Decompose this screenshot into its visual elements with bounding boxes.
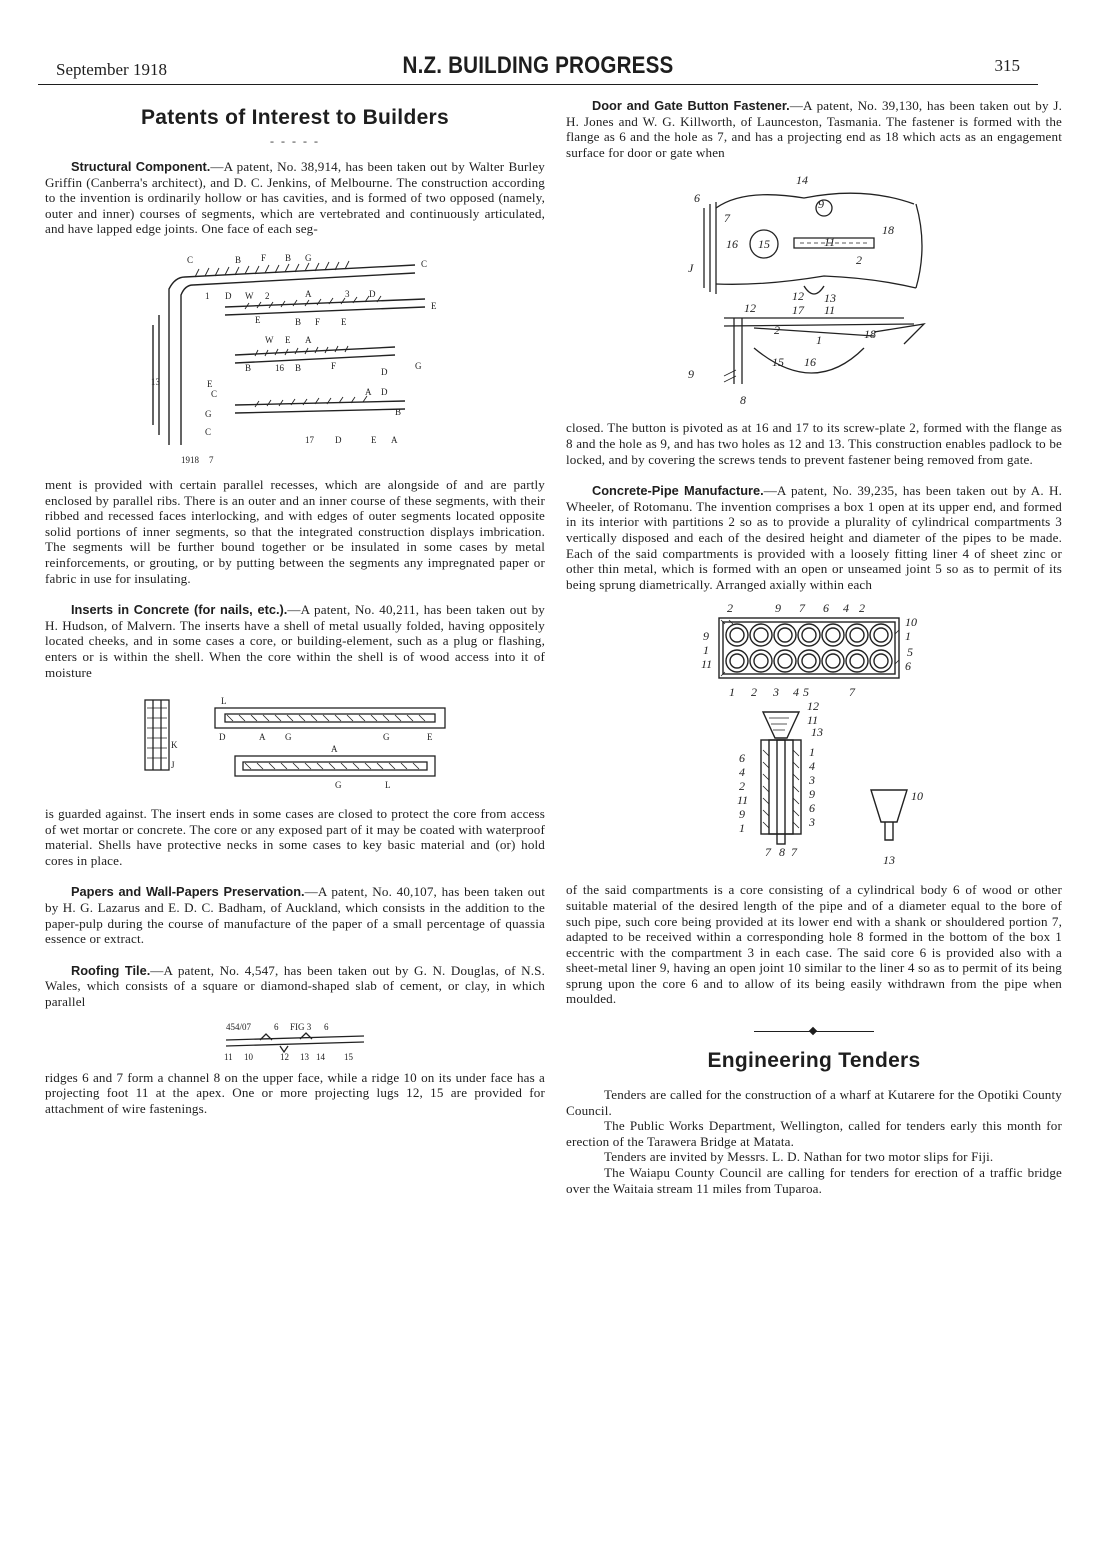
- svg-text:L: L: [385, 780, 391, 791]
- svg-text:C: C: [187, 254, 194, 265]
- svg-text:7: 7: [799, 601, 805, 616]
- svg-text:K: K: [171, 740, 178, 751]
- svg-text:F: F: [331, 360, 337, 371]
- svg-text:11: 11: [824, 235, 836, 250]
- svg-text:13: 13: [300, 1051, 309, 1062]
- svg-text:1: 1: [729, 685, 735, 700]
- svg-text:4: 4: [809, 759, 815, 774]
- svg-text:7: 7: [765, 845, 771, 860]
- svg-text:J: J: [688, 261, 694, 276]
- svg-text:2: 2: [774, 323, 780, 338]
- svg-text:9: 9: [775, 601, 781, 616]
- svg-text:2: 2: [265, 290, 270, 301]
- svg-text:7: 7: [849, 685, 855, 700]
- svg-text:1: 1: [816, 333, 822, 348]
- publication-title: N.Z. BUILDING PROGRESS: [402, 52, 674, 79]
- svg-text:12: 12: [280, 1051, 289, 1062]
- svg-text:D: D: [219, 732, 226, 743]
- svg-text:G: G: [335, 780, 342, 791]
- inserts-diagram: [135, 688, 455, 798]
- svg-text:6: 6: [739, 751, 745, 766]
- svg-text:11: 11: [807, 713, 819, 728]
- svg-text:15: 15: [344, 1051, 353, 1062]
- svg-text:6: 6: [809, 801, 815, 816]
- svg-text:14: 14: [316, 1051, 325, 1062]
- svg-text:C: C: [205, 426, 212, 437]
- article-text-continued: closed. The button is pivoted as at 16 and 17 to its screw-plate 2, formed with the flange as 8 and the hole as 9, and has two holes as 12 and 13. This construction enables padlock to be locked, and by covering the screws tends to prevent fastener being removed from gate.: [566, 420, 1062, 467]
- svg-text:18: 18: [882, 223, 894, 238]
- svg-text:A: A: [391, 434, 398, 445]
- article-door-fastener: [566, 98, 1062, 467]
- svg-text:16: 16: [275, 362, 284, 373]
- article-heading: Concrete-Pipe Manufacture.: [592, 483, 764, 499]
- svg-text:A: A: [259, 732, 266, 743]
- svg-text:9: 9: [688, 367, 694, 382]
- svg-text:7: 7: [724, 211, 730, 226]
- tender-item: The Public Works Department, Wellington, called for tenders early this month for erection of the Tarawera Bridge at Matata.: [566, 1118, 1062, 1149]
- svg-text:1: 1: [809, 745, 815, 760]
- svg-text:A: A: [331, 744, 338, 755]
- svg-text:6: 6: [324, 1021, 329, 1032]
- svg-text:B: B: [285, 252, 292, 263]
- svg-text:E: E: [431, 300, 437, 311]
- svg-text:15: 15: [772, 355, 784, 370]
- svg-text:B: B: [235, 254, 242, 265]
- article-text: —A patent, No. 38,914, has been taken out by Walter Burley Griffin (Canberra's architect), and D. C. Jenkins, of Melbourne. The construction according to the invention is ordinarily hollow or has cavities, and is formed of two opposed (namely, outer and inner) courses of segments, which are vertebrated and continuously articulated, and have lapped edge joints. One face of each seg-: [45, 159, 545, 237]
- tender-item: The Waiapu County Council are calling for tenders for erection of a traffic bridge over the Waitaia stream 11 miles from Tuparoa.: [566, 1165, 1062, 1196]
- section-title-tenders: Engineering Tenders: [707, 1049, 921, 1073]
- right-column: [566, 98, 1062, 1196]
- article-text: —A patent, No. 39,130, has been taken out by J. H. Jones and W. G. Killworth, of Launceston, Tasmania. The fastener is formed with the flange as 6 and the hole as 7, and has a projecting end as 18 which acts as an engagement surface for door or gate when: [566, 98, 1063, 160]
- svg-text:G: G: [383, 732, 390, 743]
- svg-text:16: 16: [726, 237, 738, 252]
- article-inserts: [45, 602, 545, 868]
- svg-text:A: A: [305, 288, 312, 299]
- svg-text:E: E: [207, 378, 213, 389]
- svg-text:7: 7: [209, 454, 214, 465]
- svg-text:L: L: [221, 696, 227, 707]
- tender-item: Tenders are called for the construction of a wharf at Kutarere for the Opotiki County Council.: [566, 1087, 1062, 1118]
- svg-text:2: 2: [859, 601, 865, 616]
- svg-text:3: 3: [345, 288, 350, 299]
- article-roofing-tile: [45, 963, 545, 1117]
- article-concrete-pipe: [566, 483, 1062, 1007]
- svg-text:5: 5: [803, 685, 809, 700]
- svg-text:12: 12: [792, 289, 804, 304]
- svg-text:1918: 1918: [181, 454, 199, 465]
- svg-text:J: J: [171, 760, 175, 771]
- svg-text:2: 2: [751, 685, 757, 700]
- svg-text:9: 9: [818, 197, 824, 212]
- svg-text:E: E: [427, 732, 433, 743]
- svg-text:454/07: 454/07: [226, 1021, 252, 1032]
- svg-text:13: 13: [824, 291, 836, 306]
- svg-text:D: D: [225, 290, 232, 301]
- svg-text:10: 10: [244, 1051, 253, 1062]
- svg-text:11: 11: [224, 1051, 233, 1062]
- svg-text:W: W: [245, 290, 254, 301]
- svg-text:G: G: [415, 360, 422, 371]
- article-text-continued: ridges 6 and 7 form a channel 8 on the upper face, while a ridge 10 on its under face has a projecting foot 11 at the apex. One or more projecting lugs 12, 15 are provided for attachment of wire fastenings.: [45, 1069, 545, 1116]
- svg-text:2: 2: [727, 601, 733, 616]
- svg-text:18: 18: [864, 327, 876, 342]
- svg-text:A: A: [365, 386, 372, 397]
- svg-text:10: 10: [911, 789, 923, 804]
- svg-text:E: E: [285, 334, 291, 345]
- svg-text:15: 15: [758, 237, 770, 252]
- svg-text:17: 17: [305, 434, 314, 445]
- svg-text:1: 1: [739, 821, 745, 836]
- svg-text:C: C: [421, 258, 428, 269]
- door-fastener-diagram: [684, 168, 944, 412]
- svg-text:D: D: [335, 434, 342, 445]
- svg-text:D: D: [381, 386, 388, 397]
- svg-text:14: 14: [796, 173, 808, 188]
- svg-text:10: 10: [905, 615, 917, 630]
- svg-text:5: 5: [907, 645, 913, 660]
- svg-text:9: 9: [739, 807, 745, 822]
- svg-text:16: 16: [804, 355, 816, 370]
- article-heading: Door and Gate Button Fastener.: [592, 98, 790, 113]
- structural-component-diagram: [145, 245, 445, 469]
- svg-text:3: 3: [809, 815, 815, 830]
- svg-text:1: 1: [205, 290, 210, 301]
- svg-text:17: 17: [792, 303, 804, 318]
- page-number: 315: [994, 56, 1020, 75]
- issue-date: September 1918: [56, 60, 167, 79]
- running-header: [38, 50, 1038, 85]
- svg-text:B: B: [295, 362, 302, 373]
- article-text: —A patent, No. 4,547, has been taken out by G. N. Douglas, of N.S. Wales, which consists of a square or diamond-shaped slab of cement, or clay, in which parallel: [45, 962, 546, 1010]
- svg-text:13: 13: [883, 853, 895, 868]
- left-column: [45, 98, 545, 1116]
- article-text-continued: ment is provided with certain parallel recesses, which are alongside of and are partly enclosed by parallel ribs. There is an outer and an inner course of these segments, with their ribbed and recessed faces interlocking, and with edges of outer segments located opposite solid portions of inner segments, so that the integrated construction displays imbrication. The segments will be further bound together or be insulated in some cases by metal reinforcements, or grouting, or by putting between the segments any impregnated paper or fabric in use for insulating.: [45, 476, 545, 586]
- svg-text:13: 13: [811, 725, 823, 740]
- section-divider: [754, 1029, 874, 1035]
- roofing-tile-diagram: [220, 1018, 370, 1062]
- svg-text:8: 8: [779, 845, 785, 860]
- svg-text:2: 2: [739, 779, 745, 794]
- article-text: —A patent, No. 40,211, has been taken out by H. Hudson, of Malvern. The inserts have a shell of metal usually folded, having oppositely located cheeks, and in some cases a core, or building-element, such as a plug or flashing, enters or is within the shell. When the core within the shell is of wood access into it of moisture: [45, 602, 545, 680]
- article-text-continued: is guarded against. The insert ends in some cases are closed to protect the core from access of wet mortar or concrete. The core or any exposed part of it may be coated with waterproof material. Shells have protective necks in some cases to key basic material and (or) hold cores in place.: [45, 806, 545, 868]
- svg-text:9: 9: [703, 629, 709, 644]
- article-heading: Structural Component.: [71, 159, 211, 174]
- svg-text:G: G: [305, 252, 312, 263]
- svg-text:6: 6: [694, 191, 700, 206]
- article-structural-component: [45, 159, 545, 586]
- svg-text:G: G: [285, 732, 292, 743]
- article-heading: Papers and Wall-Papers Preservation.: [71, 884, 305, 900]
- svg-text:G: G: [205, 408, 212, 419]
- svg-text:9: 9: [809, 787, 815, 802]
- svg-text:4: 4: [739, 765, 745, 780]
- svg-text:13: 13: [151, 376, 160, 387]
- svg-text:6: 6: [905, 659, 911, 674]
- svg-text:3: 3: [809, 773, 815, 788]
- svg-text:12: 12: [807, 699, 819, 714]
- article-papers: [45, 884, 545, 946]
- svg-text:4: 4: [843, 601, 849, 616]
- svg-text:F: F: [315, 316, 321, 327]
- svg-text:3: 3: [773, 685, 779, 700]
- article-heading: Inserts in Concrete (for nails, etc.).: [71, 602, 288, 618]
- svg-text:6: 6: [823, 601, 829, 616]
- svg-text:B: B: [295, 316, 302, 327]
- svg-text:1: 1: [905, 629, 911, 644]
- article-text: —A patent, No. 39,235, has been taken out by A. H. Wheeler, of Rotomanu. The invention comprises a box 1 open at its upper end, and formed in its interior with partitions 2 so as to provide a plurality of cylindrical compartments 3 vertically disposed and each of the desired height and diameter of the pipes to be made. Each of the said compartments is provided with a loosely fitting liner 4 of sheet zinc or other thin metal, which is formed with an open or unseamed joint 5 so as to permit of its being sprung diametrically. Arranged axially within each: [566, 483, 1062, 592]
- tenders-list: [566, 1087, 1062, 1196]
- svg-text:2: 2: [856, 253, 862, 268]
- article-heading: Roofing Tile.: [71, 962, 151, 978]
- svg-text:12: 12: [744, 301, 756, 316]
- svg-text:W: W: [265, 334, 274, 345]
- svg-text:D: D: [369, 288, 376, 299]
- svg-text:A: A: [305, 334, 312, 345]
- svg-text:11: 11: [824, 303, 836, 318]
- svg-text:D: D: [381, 366, 388, 377]
- svg-text:E: E: [371, 434, 377, 445]
- svg-text:8: 8: [740, 393, 746, 408]
- svg-text:11: 11: [737, 793, 749, 808]
- svg-text:E: E: [255, 314, 261, 325]
- svg-text:C: C: [211, 388, 218, 399]
- tender-item: Tenders are invited by Messrs. L. D. Nathan for two motor slips for Fiji.: [604, 1149, 994, 1165]
- figure-label: FIG 3: [290, 1021, 312, 1032]
- svg-text:6: 6: [274, 1021, 279, 1032]
- svg-text:B: B: [245, 362, 252, 373]
- svg-text:B: B: [395, 406, 402, 417]
- article-text-continued: of the said compartments is a core consisting of a cylindrical body 6 of wood or other suitable material of the desired length of the pipe and of a diameter equal to the bore of such pipe, such core being provided at its lower end with a shank or shouldered portion 7, adapted to be received within a corresponding hole 8 formed in the bottom of the box 1 eccentric with the compartment 3 in each case. The said core 6 is provided also with a sheet-metal liner 9, having an open joint 10 similar to the liner 4 so as to permit of its being sprung upon the core 6 and to allow of its being easily withdrawn from the pipe when moulded.: [566, 882, 1062, 1007]
- article-text: —A patent, No. 40,107, has been taken out by H. G. Lazarus and E. D. C. Badham, of Auckland, which consists in the addition to the paper-pulp during the course of manufacture of the paper of a small percentage of quassia essence or extract.: [45, 884, 545, 947]
- title-divider: - - - - -: [270, 134, 320, 148]
- svg-text:E: E: [341, 316, 347, 327]
- section-title-patents: Patents of Interest to Builders: [140, 106, 450, 129]
- svg-text:7: 7: [791, 845, 797, 860]
- svg-text:F: F: [261, 252, 267, 263]
- concrete-pipe-diagram: [699, 600, 929, 874]
- svg-text:1: 1: [703, 643, 709, 658]
- svg-text:11: 11: [701, 657, 713, 672]
- svg-text:4: 4: [793, 685, 799, 700]
